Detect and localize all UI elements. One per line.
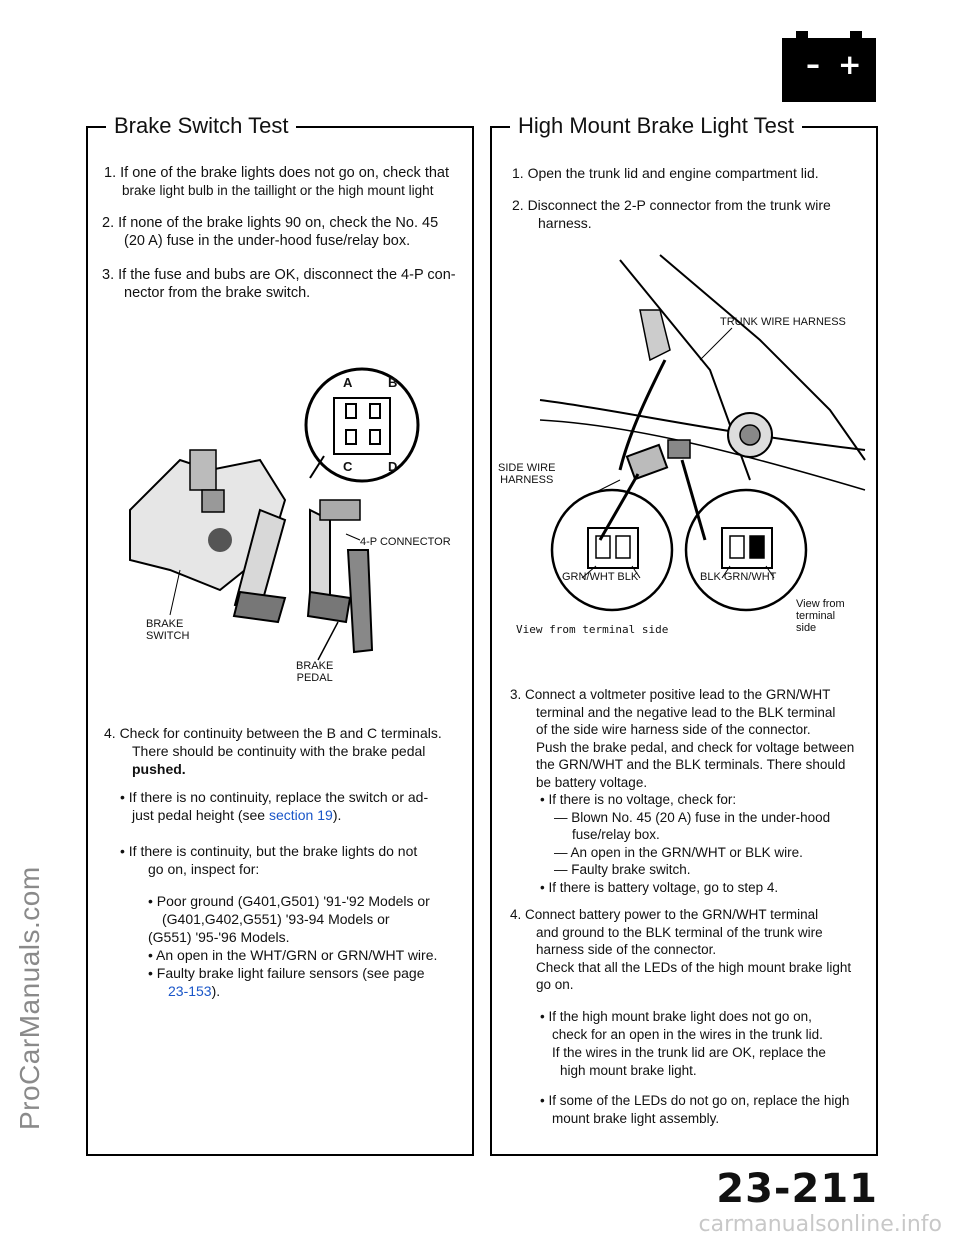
left-step-4-bullet-2: • If there is continuity, but the brake lights do not go on, inspect for: bbox=[120, 843, 418, 877]
label-4p-connector: 4-P CONNECTOR bbox=[360, 536, 451, 548]
right-step-2: 2. Disconnect the 2-P connector from the trunk wire harness. bbox=[512, 197, 831, 231]
right-step-4-bullet-2: • If some of the LEDs do not go on, replace the high mount brake light assembly. bbox=[540, 1093, 850, 1126]
label-view-right: View from terminal side bbox=[796, 598, 845, 634]
connector-label-b: B bbox=[388, 375, 398, 390]
connector-label-d: D bbox=[388, 459, 398, 474]
battery-plus-sign: + bbox=[838, 48, 862, 81]
left-step-3: 3. If the fuse and bubs are OK, disconnect the 4-P con- nector from the brake switch. bbox=[102, 267, 456, 301]
right-step-4-bullet-1: • If the high mount brake light does not go on, check for an open in the wires in the trunk lid. If the wires in the trunk lid are OK, replace the high mount brake light. bbox=[540, 1009, 826, 1078]
page-23-153-link[interactable]: 23-153 bbox=[168, 983, 212, 999]
section-19-link[interactable]: section 19 bbox=[268, 807, 333, 823]
battery-minus-sign: – bbox=[806, 48, 820, 81]
connector-label-a: A bbox=[343, 375, 353, 390]
left-step-1: 1. If one of the brake lights does not go on, check that brake light bulb in the taillight or the high mount light bbox=[104, 165, 450, 198]
brake-switch-title: Brake Switch Test bbox=[106, 113, 296, 139]
label-side-wire-harness: SIDE WIRE HARNESS bbox=[498, 462, 556, 486]
label-brake-pedal: BRAKE PEDAL bbox=[296, 660, 334, 684]
battery-icon bbox=[782, 38, 876, 102]
right-step-3: 3. Connect a voltmeter positive lead to the GRN/WHT terminal and the negative lead to the BLK terminal of the side wire harness side of the connector. Push the brake pedal, and check for voltage between the GRN/WHT and the BLK terminals. There should be battery voltage. • If there is no voltage, check for: — Blown No. 45 (20 A) fuse in the under-hood fuse/relay box. — An open in the GRN/WHT or BLK wire. — Faulty brake switch. • If there is battery voltage, go to step 4. bbox=[510, 687, 855, 895]
left-step-4: 4. Check for continuity between the B and C terminals. There should be continuity with the brake pedal pushed. bbox=[104, 725, 442, 777]
page-number: 23-211 bbox=[716, 1166, 878, 1212]
left-step-2: 2. If none of the brake lights 90 on, check the No. 45 (20 A) fuse in the under-hood fuse/relay box. bbox=[102, 215, 439, 249]
trunk-harness-illustration bbox=[500, 250, 870, 650]
right-step-4: 4. Connect battery power to the GRN/WHT terminal and ground to the BLK terminal of the trunk wire harness side of the connector. Check that all the LEDs of the high mount brake light go on. bbox=[510, 907, 852, 992]
label-view-left: View from terminal side bbox=[516, 623, 669, 636]
high-mount-title: High Mount Brake Light Test bbox=[510, 113, 802, 139]
label-left-connector-wires: GRN/WHT BLK bbox=[562, 571, 639, 583]
connector-label-c: C bbox=[343, 459, 353, 474]
label-right-connector-wires: BLK GRN/WHT bbox=[700, 571, 777, 583]
footer-watermark: carmanualsonline.info bbox=[698, 1212, 942, 1237]
site-watermark: ProCarManuals.com bbox=[14, 866, 45, 1130]
label-brake-switch: BRAKE SWITCH bbox=[146, 618, 190, 642]
label-trunk-wire-harness: TRUNK WIRE HARNESS bbox=[720, 316, 846, 328]
left-step-4-bullet-1: • If there is no continuity, replace the switch or ad- just pedal height (see section 19). bbox=[120, 789, 429, 823]
left-step-4-checklist: • Poor ground (G401,G501) '91-'92 Models or (G401,G402,G551) '93-94 Models or (G551) '95-'96 Models. • An open in the WHT/GRN or GRN/WHT wire. • Faulty brake light failure sensors (see page 23-153). bbox=[148, 893, 438, 999]
right-step-1: 1. Open the trunk lid and engine compartment lid. bbox=[512, 165, 819, 181]
